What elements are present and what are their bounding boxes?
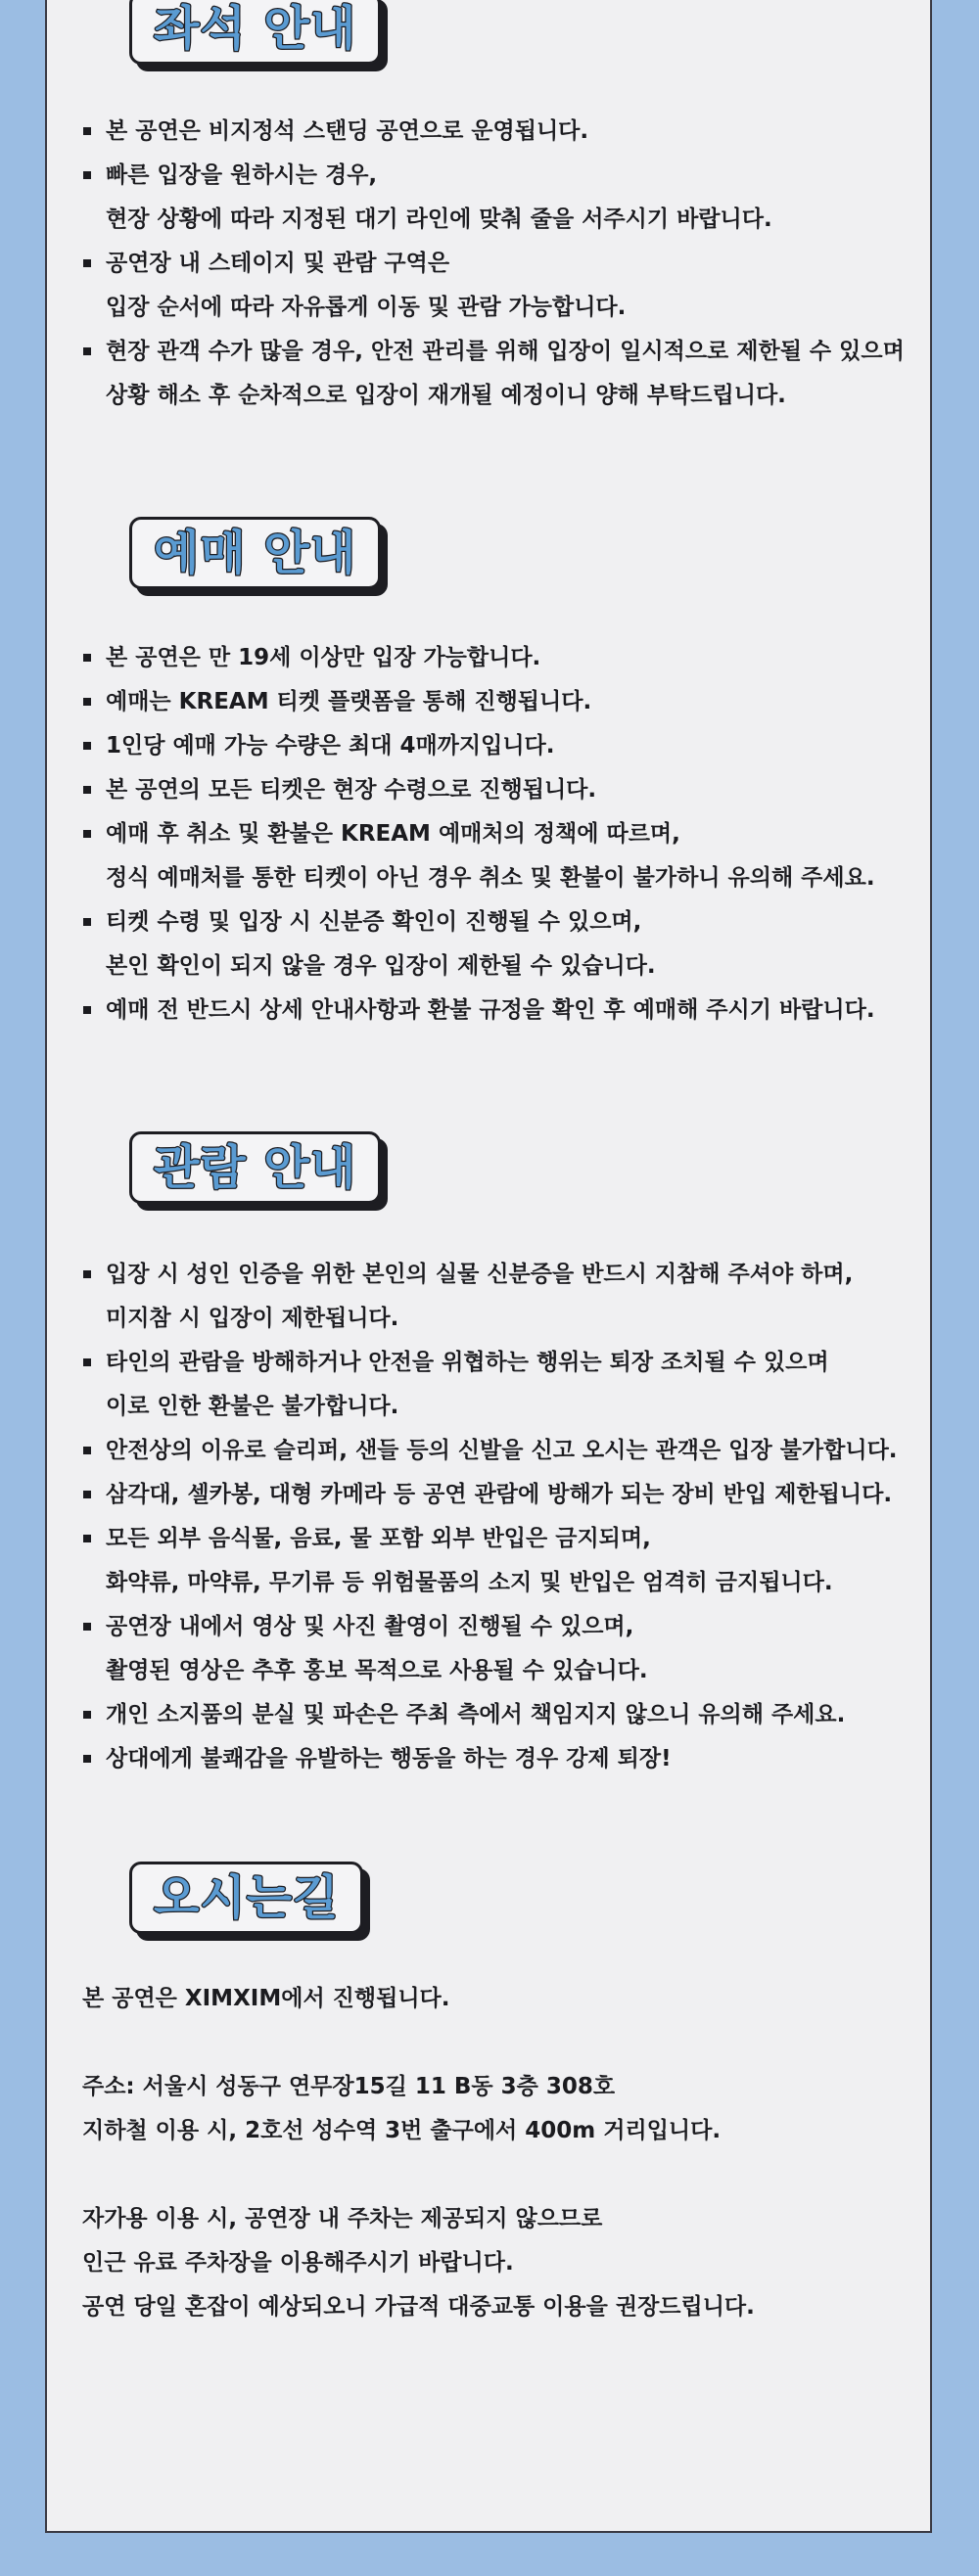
seating-heading	[129, 0, 381, 65]
list-item-line: 개인 소지품의 분실 및 파손은 주최 측에서 책임지지 않으니 유의해 주세요.	[106, 1702, 846, 1727]
list-item-line: 1인당 예매 가능 수량은 최대 4매까지입니다.	[106, 733, 555, 759]
list-item-line: 공연장 내 스테이지 및 관람 구역은	[106, 251, 450, 276]
subway-text: 지하철 이용 시, 2호선 성수역 3번 출구에서 400m 거리입니다.	[82, 2118, 722, 2143]
list-item	[82, 242, 924, 330]
list-item-line: 예매 전 반드시 상세 안내사항과 환불 규정을 확인 후 예매해 주시기 바랍니다.	[106, 997, 875, 1023]
list-item-line: 상대에게 불쾌감을 유발하는 행동을 하는 경우 강제 퇴장!	[106, 1746, 672, 1771]
content-panel	[45, 0, 932, 2533]
list-item	[82, 680, 924, 724]
list-item-line: 예매는 KREAM 티켓 플랫폼을 통해 진행됩니다.	[106, 689, 592, 714]
list-item-line: 모든 외부 음식물, 음료, 물 포함 외부 반입은 금지되며,	[106, 1526, 651, 1551]
list-item-line: 삼각대, 셀카봉, 대형 카메라 등 공연 관람에 방해가 되는 장비 반입 제한됩니다.	[106, 1482, 893, 1507]
list-item	[82, 636, 924, 680]
list-item	[82, 1429, 924, 1473]
list-item	[82, 1517, 924, 1605]
list-item	[82, 1737, 924, 1781]
list-item-line: 현장 관객 수가 많을 경우, 안전 관리를 위해 입장이 일시적으로 제한될 수 있으며	[106, 339, 905, 364]
list-item-line: 본 공연의 모든 티켓은 현장 수령으로 진행됩니다.	[106, 777, 597, 803]
list-item	[82, 154, 924, 242]
list-item	[82, 330, 924, 418]
list-item-line: 공연장 내에서 영상 및 사진 촬영이 진행될 수 있으며,	[106, 1614, 634, 1639]
seating-heading-text: 좌석 안내	[154, 1, 357, 56]
list-item-line: 미지참 시 입장이 제한됩니다.	[106, 1306, 399, 1331]
list-item	[82, 812, 924, 900]
viewing-list	[82, 1253, 924, 1781]
list-item-line: 촬영된 영상은 추후 홍보 목적으로 사용될 수 있습니다.	[106, 1658, 648, 1683]
parking-text-3: 공연 당일 혼잡이 예상되오니 가급적 대중교통 이용을 권장드립니다.	[82, 2294, 755, 2320]
list-item-line: 본인 확인이 되지 않을 경우 입장이 제한될 수 있습니다.	[106, 953, 656, 979]
list-item	[82, 110, 924, 154]
list-item	[82, 768, 924, 812]
viewing-heading	[129, 1131, 381, 1204]
list-item-line: 예매 후 취소 및 환불은 KREAM 예매처의 정책에 따르며,	[106, 821, 680, 847]
list-item-line: 상황 해소 후 순차적으로 입장이 재개될 예정이니 양해 부탁드립니다.	[106, 383, 786, 408]
list-item	[82, 900, 924, 989]
list-item	[82, 989, 924, 1033]
list-item-line: 정식 예매처를 통한 티켓이 아닌 경우 취소 및 환불이 불가하니 유의해 주세요.	[106, 865, 875, 891]
directions-heading	[129, 1862, 363, 1934]
booking-heading-text: 예매 안내	[154, 526, 357, 580]
list-item	[82, 1605, 924, 1693]
list-item-line: 타인의 관람을 방해하거나 안전을 위협하는 행위는 퇴장 조치될 수 있으며	[106, 1350, 829, 1375]
list-item-line: 본 공연은 만 19세 이상만 입장 가능합니다.	[106, 645, 541, 670]
list-item-line: 화약류, 마약류, 무기류 등 위험물품의 소지 및 반입은 엄격히 금지됩니다.	[106, 1570, 833, 1595]
list-item-line: 안전상의 이유로 슬리퍼, 샌들 등의 신발을 신고 오시는 관객은 입장 불가합니다.	[106, 1438, 898, 1463]
list-item-line: 이로 인한 환불은 불가합니다.	[106, 1394, 399, 1419]
list-item-line: 현장 상황에 따라 지정된 대기 라인에 맞춰 줄을 서주시기 바랍니다.	[106, 207, 772, 232]
list-item	[82, 1253, 924, 1341]
list-item	[82, 724, 924, 768]
list-item	[82, 1693, 924, 1737]
list-item-line: 입장 순서에 따라 자유롭게 이동 및 관람 가능합니다.	[106, 295, 627, 320]
parking-text-2: 인근 유료 주차장을 이용해주시기 바랍니다.	[82, 2250, 514, 2276]
list-item-line: 본 공연은 비지정석 스탠딩 공연으로 운영됩니다.	[106, 118, 589, 144]
viewing-heading-text: 관람 안내	[154, 1140, 357, 1195]
seating-list	[82, 110, 924, 418]
list-item-line: 빠른 입장을 원하시는 경우,	[106, 162, 378, 188]
directions-heading-text: 오시는길	[154, 1870, 340, 1925]
list-item	[82, 1473, 924, 1517]
list-item-line: 티켓 수령 및 입장 시 신분증 확인이 진행될 수 있으며,	[106, 909, 642, 935]
booking-heading	[129, 517, 381, 589]
parking-text-1: 자가용 이용 시, 공연장 내 주차는 제공되지 않으므로	[82, 2206, 603, 2231]
list-item	[82, 1341, 924, 1429]
venue-text: 본 공연은 XIMXIM에서 진행됩니다.	[82, 1986, 450, 2011]
booking-list	[82, 636, 924, 1033]
list-item-line: 입장 시 성인 인증을 위한 본인의 실물 신분증을 반드시 지참해 주셔야 하며,	[106, 1262, 854, 1287]
address-text: 주소: 서울시 성동구 연무장15길 11 B동 3층 308호	[82, 2074, 616, 2099]
